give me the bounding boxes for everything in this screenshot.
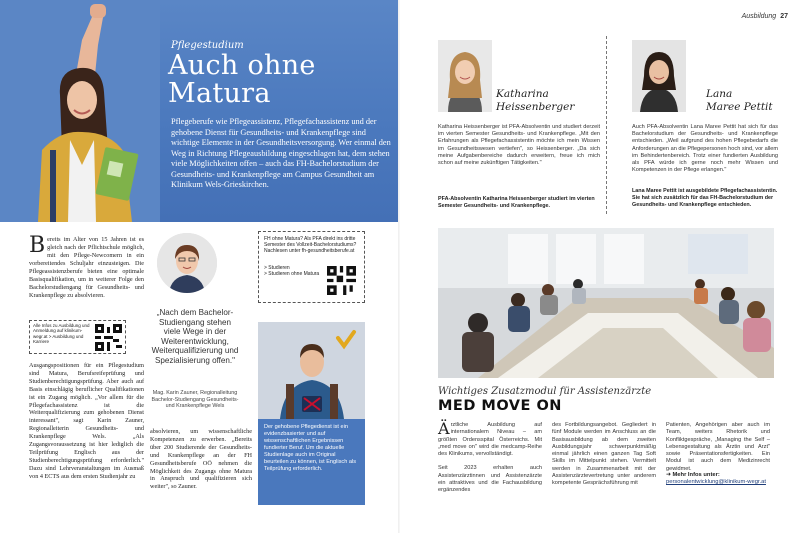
fh-info-box-text: FH ohne Matura? Als PFA direkt ins dritte Semester des Vollzeit-Bachelorstudiums? Nachlesen unter fh-gesundheitsberufe.at <box>264 236 357 255</box>
article-kicker: Wichtiges Zusatzmodul für Assistenzärzte <box>438 386 652 397</box>
body-column-a-text: ereits im Alter von 15 Jahren ist es gleich nach der Pflichtschule möglich, mit den Pflege-Newcomern in ein vorbereitendes Schuljahr einzusteigen. Die Pflegeassistenzberufe bieten eine optimale Basisqualifikation, um in weiterer Folge den Bachelorstudiengang für Gesundheits- und Krankenpflege zu absolvieren. <box>29 236 144 299</box>
quote-attribution: Mag. Karin Zauner, Regionalleitung Bachelor-Studiengang Gesundheits- und Krankenpflege Wels <box>151 390 239 410</box>
qr-code-icon[interactable] <box>95 324 122 351</box>
folio <box>742 13 788 20</box>
body-column-a <box>29 233 144 300</box>
contact-email-link[interactable]: personalentwicklung@klinikum-wegr.at <box>666 479 766 486</box>
info-box-english: Der gehobene Pflegedienst ist ein evidenzbasierter und auf wissenschaftlichen Ergebnissen fundierter Beruf. Um die aktuelle Studienlage auch im Original beurteilen zu können, ist Englisch als Teilprüfung erforderlich. <box>258 419 365 505</box>
lana-caption: Lana Maree Pettit ist ausgebildete Pflegefachassistentin. Sie hat sich zusätzlich für das FH-Bachelorstudium der Gesundheits- und Krankenpflege entschieden. <box>632 188 778 208</box>
qr-code-icon[interactable] <box>327 266 356 295</box>
link-studieren-ohne-matura[interactable]: > Studieren ohne Matura <box>264 270 320 277</box>
student-photo <box>258 322 365 419</box>
article-column-1 <box>438 419 542 495</box>
lana-name-line2: Maree Pettit <box>706 101 773 113</box>
article-title: MED MOVE ON <box>438 398 562 414</box>
katharina-text: Katharina Heissenberger ist PFA-Absolventin und studiert derzeit im vierten Semester Gesundheits- und Krankenpflege. „Mit den Erfahrungen als Pflegefachassistentin möchte ich mein Wissen im Gesundheitswesen vertiefen", so Heissenberger. „Da sich meine Aufgabenbereiche dadurch erweitern, freue ich mich schon auf meine zukünftigen Tätigkeiten." <box>438 124 600 167</box>
article-column-2: des Fortbildungsangebot. Gegliedert in fünf Module werden im Anschluss an die Basisausbildung ab dem zweiten Ausbildungsjahr schwerpunktmäßig einmal jährlich einen ganzen Tag Soft Skills im Mittelpunkt stehen. Vermittelt werden in Zusammenarbeit mit der Assistenzärztevertretung unter anderem kompetente Gesprächsführung mit <box>552 422 656 487</box>
link-studieren[interactable]: > Studieren <box>264 264 290 271</box>
lana-name <box>706 88 773 114</box>
classroom-photo <box>438 228 774 378</box>
katharina-portrait <box>438 40 492 112</box>
more-info <box>666 472 776 486</box>
hero-title-line2: Matura <box>168 78 271 109</box>
hero-title-line1: Auch ohne <box>168 50 316 81</box>
arrow-right-icon: ➜ <box>666 472 673 478</box>
pull-quote: „Nach dem Bachelor-Studiengang stehen viele Wege in der Weiterentwicklung, Weiterqualifizierung und Spezialisierung offen." <box>151 308 239 365</box>
article-column-1-text2: Seit 2023 erhalten auch Assistenzärztinnen und Assistenzärzte ein attraktives und die Fachausbildung ergänzendes <box>438 465 542 494</box>
katharina-name-line2: Heissenberger <box>496 101 575 113</box>
article-dropcap: Ä <box>438 419 450 438</box>
katharina-name-line1: Katharina <box>496 88 549 100</box>
hero-intro-text: Pflegeberufe wie Pflegeassistenz, Pflegefachassistenz und der gehobene Dienst für Gesundheits- und Krankenpflege sind wichtige Elemente in der Gesundheitsversorgung. Wer einmal den Weg in Richtung Pflegeausbildung eingeschlagen hat, dem stehen viele Möglichkeiten offen – auch das FH-Bachelorstudium der Gesundheits- und Krankenpflege am Campus Gesundheit am Klinikum Wels-Grieskirchen. <box>171 117 391 189</box>
article-column-3: Patienten, Angehörigen aber auch im Team, weiters Rhetorik und Konfliktgespräche, „Managing the Self – Lebensgestaltung als Ärztin und Arzt" sowie Präsentationsfertigkeiten. Ein Modul ist auch dem Medizinrecht gewidmet. <box>666 422 770 472</box>
more-info-label: Mehr Infos unter: <box>672 472 720 478</box>
katharina-name <box>496 88 574 114</box>
lana-portrait <box>632 40 686 112</box>
student-cheering-photo <box>0 0 160 222</box>
lana-name-line1: Lana <box>706 88 733 100</box>
hero-kicker: Pflegestudium <box>171 40 244 51</box>
article-column-1-text: rztliche Ausbildung auf internationalem Niveau – am größten Ordensspital Österreichs. Mit „med move on" wird die medcamp-Reihe des Klinikums, vervollständigt. <box>438 422 542 458</box>
column-divider <box>606 36 607 214</box>
info-qr-box-text: Alle Infos zu Ausbildung und Anmeldung auf klinikum-wegr.at > Ausbildung und Karriere <box>33 323 90 345</box>
fh-info-box <box>258 231 365 303</box>
katharina-caption: PFA-Absolventin Katharina Heissenberger studiert im vierten Semester Gesundheits- und Krankenpflege. <box>438 196 595 209</box>
hero-banner <box>0 0 400 222</box>
dropcap: B <box>29 233 46 258</box>
hero-title <box>168 52 316 108</box>
lana-text: Auch PFA-Absolventin Lana Maree Pettit hat sich für das Bachelorstudium der Gesundheits- und Krankenpflege entschieden. „Weil aufgrund des hohen Pflegebedarfs die Anforderungen an die Pflegepersonen hoch sind, vor allem im Behindertenbereich. Trotz einer fundierten Ausbildung als PFA würde ich gerne noch mehr Wissen und Kompetenzen in der Pflege erlangen." <box>632 124 778 174</box>
folio-section: Ausbildung <box>741 13 777 20</box>
body-column-a2: Ausgangspositionen für ein Pflegestudium sind Matura, Berufsreifeprüfung und Studienberechtigungsprüfung. Aber auch auf Basis einschlägig beruflicher Qualifikationen ist ein Zugang möglich. „Vor allem für die Pflegefachassistenz ist die Weiterqualifizierung zum gehobenen Dienst interessant", sagt Karin Zauner, Regionalleiterin Gesundheits- und Krankenpflege Wels. „Als Zugangsvoraussetzung ist hier lediglich die Teilprüfung Englisch aus der Studienberechtigungsprüfung erforderlich." Dazu sind Lehrveranstaltungen im Ausmaß von 4 ECTS aus dem ersten Studienjahr zu <box>29 362 144 480</box>
folio-page-number: 27 <box>780 13 788 20</box>
info-qr-box <box>29 320 126 354</box>
body-column-b: absolvieren, um wissenschaftliche Kompetenzen zu erwerben. „Bereits über 200 Studierende der Gesundheits- und Krankenpflege an der FH Gesundheitsberufe OÖ nehmen die Möglichkeit des Zugangs ohne Matura in Anspruch und qualifizieren sich weiter", so Zauner. <box>150 428 252 491</box>
karin-zauner-portrait <box>157 233 217 293</box>
